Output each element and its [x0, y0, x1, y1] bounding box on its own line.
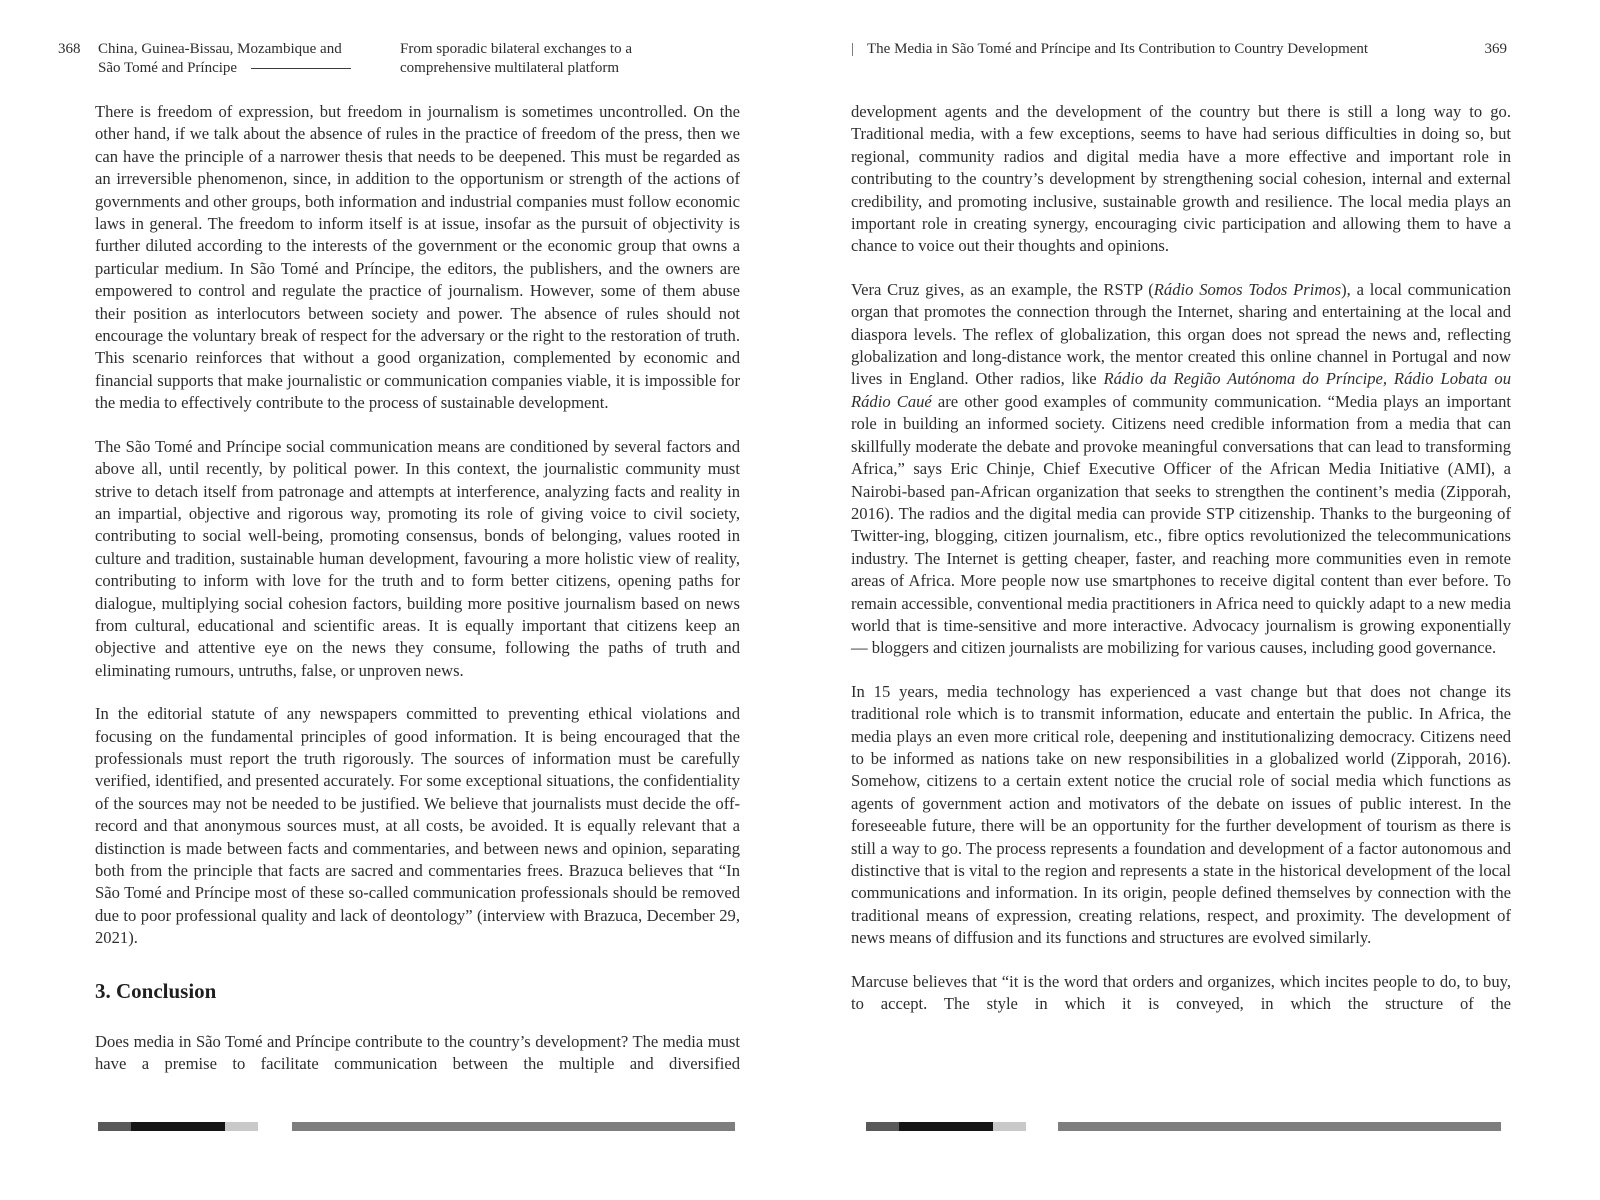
left-running-title: [98, 40, 351, 78]
radio-name-italic: Rádio da Região Autónoma do Príncipe, Rádio Lobata ou Rádio Caué: [851, 369, 1511, 411]
left-page-body: [95, 101, 740, 1075]
paragraph-text: ), a local communication organ that promotes the connection through the Internet, sharing and entertaining at the local and diaspora levels. The reflex of globalization, this organ does not spread the news and, reflecting globalization and long-distance work, the mentor created this online channel in Portugal and now lives in England. Other radios, like: [851, 279, 1511, 389]
right-footer-bar-segment-black: [899, 1122, 993, 1131]
right-footer-bar-segment-dark: [866, 1122, 899, 1131]
right-running-title: The Media in São Tomé and Príncipe and Its Contribution to Country Development: [867, 41, 1369, 57]
left-footer-bar-long: [292, 1122, 735, 1131]
header-rule: [251, 68, 351, 69]
paragraph-text: Vera Cruz gives, as an example, the RSTP (: [851, 279, 1154, 299]
paragraph-text: are other good examples of community communication. “Media plays an important role in building an informed society. Citizens need credible information from a media that can skillfully moderate the debate and provoke meaningful conversations that can lead to transforming Africa,” says Eric Chinje, Chief Executive Officer of the African Media Initiative (AMI), a Nairobi-based pan-African organization that seeks to strengthen the continent’s media (Zipporah, 2016). The radios and the digital media can provide STP citizenship. Thanks to the burgeoning of Twitter-ing, blogging, citizen journalism, etc., fibre optics revolutionized the telecommunications industry. The Internet is getting cheaper, faster, and reaching more communities even in remote areas of Africa. More people now use smartphones to receive digital content than ever before. To remain accessible, conventional media practitioners in Africa need to quickly adapt to a new media world that is time-sensitive and more interactive. Advocacy journalism is growing exponentially — bloggers and citizen journalists are mobilizing for various causes, including good governance.: [851, 391, 1511, 658]
right-footer-bar-long: [1058, 1122, 1501, 1131]
left-running-header: [58, 40, 740, 80]
body-paragraph: development agents and the development of the country but there is still a long way to go. Traditional media, with a few exceptions, seems to have had serious difficulties in doing so, but regional, community radios and digital media have a more effective and important role in contributing to the country’s development by strengthening social cohesion, internal and external credibility, and promoting inclusive, sustainable growth and resilience. The local media plays an important role in creating synergy, encouraging civic participation and allowing them to have a chance to voice out their thoughts and opinions.: [851, 102, 1511, 256]
body-paragraph: There is freedom of expression, but freedom in journalism is sometimes uncontrolled. On the other hand, if we talk about the absence of rules in the practice of freedom of the press, then we can have the principle of a narrower thesis that needs to be deepened. This must be regarded as an irreversible phenomenon, since, in addition to the opportunism or strength of the actions of governments and other groups, both information and industrial companies must follow economic laws in general. The freedom to inform itself is at issue, insofar as the pursuit of objectivity is further diluted according to the interests of the government or the economic group that owns a particular medium. In São Tomé and Príncipe, the editors, the publishers, and the owners are empowered to control and regulate the practice of journalism. However, some of them abuse their position as interlocutors between society and power. The absence of rules should not encourage the voluntary break of respect for the adversary or the right to the restoration of truth. This scenario reinforces that without a good organization, complemented by economic and financial supports that make journalistic or communication companies viable, it is impossible for the media to effectively contribute to the process of sustainable development.: [95, 102, 740, 413]
right-page-number: 369: [1484, 41, 1507, 57]
radio-name-italic: Rádio Somos Todos Primos: [1153, 279, 1342, 299]
header-separator: |: [851, 41, 855, 57]
right-footer-bar-segment-light: [993, 1122, 1026, 1131]
left-page: [58, 40, 740, 1115]
running-title-line1: China, Guinea-Bissau, Mozambique and: [98, 41, 342, 57]
running-subtitle-line2: comprehensive multilateral platform: [400, 60, 620, 76]
left-footer-bar-segment-black: [131, 1122, 225, 1131]
body-paragraph: Does media in São Tomé and Príncipe contribute to the country’s development? The media must have a premise to facilitate communication between the multiple and diversified: [95, 1031, 740, 1074]
right-running-header: [851, 40, 1511, 80]
left-footer-bar-segment-light: [225, 1122, 258, 1131]
running-title-line2: São Tomé and Príncipe: [98, 60, 238, 76]
left-page-number: 368: [58, 41, 81, 57]
body-paragraph: The São Tomé and Príncipe social communication means are conditioned by several factors and above all, until recently, by political power. In this context, the journalistic community must strive to detach itself from patronage and attempts at interference, analyzing facts and reality in an impartial, objective and rigorous way, promoting its role of giving voice to civil society, contributing to social well-being, promoting consensus, bonds of belonging, values rooted in culture and tradition, sustainable human development, favouring a more holistic view of reality, contributing to inform with love for the truth and to form better citizens, opening paths for dialogue, multiplying social cohesion factors, building more positive journalism based on news from cultural, educational and scientific areas. It is equally important that citizens keep an objective and attentive eye on the news they consume, following the paths of truth and eliminating rumours, untruths, false, or unproven news.: [95, 436, 740, 680]
body-paragraph: Marcuse believes that “it is the word that orders and organizes, which incites people to do, to buy, to accept. The style in which it is conveyed, in which the structure of the: [851, 971, 1511, 1014]
left-footer-bar-segment-dark: [98, 1122, 131, 1131]
running-subtitle-line1: From sporadic bilateral exchanges to a: [400, 41, 633, 57]
body-paragraph: In the editorial statute of any newspapers committed to preventing ethical violations and focusing on the fundamental principles of good information. It is being encouraged that the professionals must report the truth rigorously. The sources of information must be carefully verified, identified, and presented accurately. For some exceptional situations, the confidentiality of the sources may not be needed to be justified. We believe that journalists must decide the off-record and that anonymous sources must, at all costs, be avoided. It is equally relevant that a distinction is made between facts and commentaries, and between news and opinion, separating both from the principle that facts are sacred and commentaries frees. Brazuca believes that “In São Tomé and Príncipe most of these so-called communication professionals should be removed due to poor professional quality and lack of deontology” (interview with Brazuca, December 29, 2021).: [95, 704, 740, 948]
body-paragraph: [851, 279, 1511, 660]
section-heading: 3. Conclusion: [95, 978, 217, 1003]
right-page: [851, 40, 1511, 1115]
body-paragraph: In 15 years, media technology has experienced a vast change but that does not change its traditional role which is to transmit information, educate and entertain the public. In Africa, the media plays an even more critical role, deepening and institutionalizing democracy. Citizens need to be informed as nations take on new responsibilities in a globalized world (Zipporah, 2016). Somehow, citizens to a certain extent notice the crucial role of social media which functions as agents of government action and motivators of the debate on issues of public interest. In the foreseeable future, there will be an opportunity for the further development of tourism as there is still a way to go. The process represents a foundation and development of a factor autonomous and distinctive that is vital to the region and represents a state in the historical development of the local communications and information. In its origin, people defined themselves by connection with the traditional means of expression, creating relations, respect, and proximity. The development of news means of diffusion and its functions and structures are evolved similarly.: [851, 681, 1511, 948]
left-running-subtitle: [400, 40, 632, 78]
right-page-body: [851, 101, 1511, 1015]
